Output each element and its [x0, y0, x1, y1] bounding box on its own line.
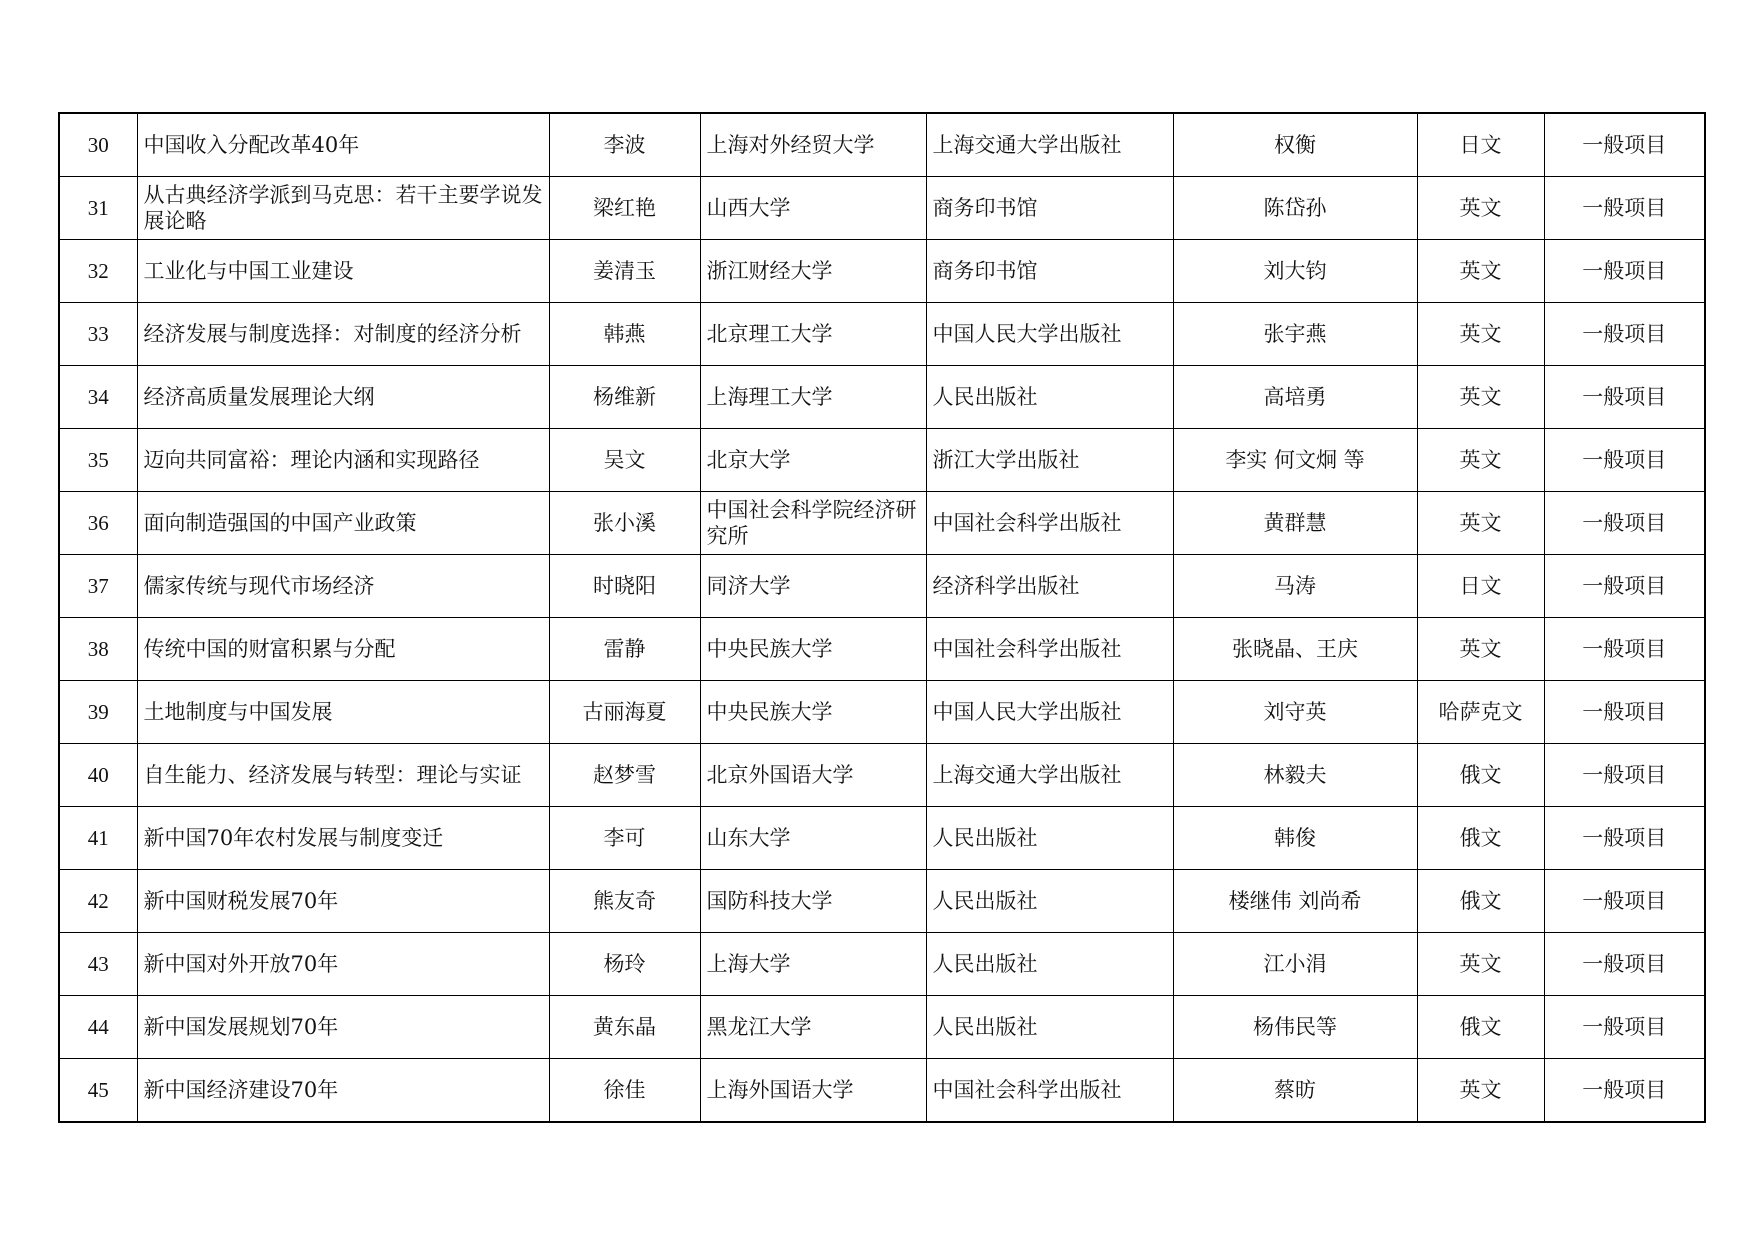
project-category-cell: 一般项目	[1544, 366, 1705, 429]
original-author-cell: 张宇燕	[1173, 303, 1417, 366]
original-author-cell: 李实 何文炯 等	[1173, 429, 1417, 492]
original-author-cell: 江小涓	[1173, 933, 1417, 996]
applicant-cell: 时晓阳	[549, 555, 700, 618]
target-language-cell: 俄文	[1417, 870, 1544, 933]
project-category-cell: 一般项目	[1544, 744, 1705, 807]
institution-cell: 同济大学	[700, 555, 926, 618]
publisher-cell: 人民出版社	[926, 996, 1173, 1059]
table-row	[59, 555, 1705, 618]
table-row	[59, 870, 1705, 933]
book-title-cell: 从古典经济学派到马克思：若干主要学说发展论略	[137, 177, 549, 240]
row-number-cell: 44	[59, 996, 137, 1059]
book-title-cell: 迈向共同富裕：理论内涵和实现路径	[137, 429, 549, 492]
original-author-cell: 蔡昉	[1173, 1059, 1417, 1123]
original-author-cell: 高培勇	[1173, 366, 1417, 429]
row-number-cell: 40	[59, 744, 137, 807]
institution-cell: 上海外国语大学	[700, 1059, 926, 1123]
row-number-cell: 42	[59, 870, 137, 933]
original-author-cell: 楼继伟 刘尚希	[1173, 870, 1417, 933]
row-number-cell: 34	[59, 366, 137, 429]
table-row	[59, 303, 1705, 366]
original-author-cell: 林毅夫	[1173, 744, 1417, 807]
target-language-cell: 英文	[1417, 492, 1544, 555]
institution-cell: 北京外国语大学	[700, 744, 926, 807]
row-number-cell: 35	[59, 429, 137, 492]
table-row	[59, 1059, 1705, 1123]
original-author-cell: 陈岱孙	[1173, 177, 1417, 240]
table-row	[59, 681, 1705, 744]
institution-cell: 中国社会科学院经济研究所	[700, 492, 926, 555]
row-number-cell: 33	[59, 303, 137, 366]
institution-cell: 北京大学	[700, 429, 926, 492]
project-category-cell: 一般项目	[1544, 870, 1705, 933]
table-row	[59, 366, 1705, 429]
applicant-cell: 李可	[549, 807, 700, 870]
original-author-cell: 张晓晶、王庆	[1173, 618, 1417, 681]
project-category-cell: 一般项目	[1544, 933, 1705, 996]
original-author-cell: 刘守英	[1173, 681, 1417, 744]
applicant-cell: 吴文	[549, 429, 700, 492]
table-row	[59, 996, 1705, 1059]
table-row	[59, 807, 1705, 870]
book-title-cell: 中国收入分配改革40年	[137, 113, 549, 177]
project-category-cell: 一般项目	[1544, 492, 1705, 555]
book-title-cell: 新中国发展规划70年	[137, 996, 549, 1059]
publisher-cell: 人民出版社	[926, 807, 1173, 870]
applicant-cell: 张小溪	[549, 492, 700, 555]
applicant-cell: 李波	[549, 113, 700, 177]
institution-cell: 上海理工大学	[700, 366, 926, 429]
book-title-cell: 新中国经济建设70年	[137, 1059, 549, 1123]
row-number-cell: 39	[59, 681, 137, 744]
row-number-cell: 41	[59, 807, 137, 870]
table-row	[59, 177, 1705, 240]
publisher-cell: 浙江大学出版社	[926, 429, 1173, 492]
target-language-cell: 俄文	[1417, 744, 1544, 807]
project-category-cell: 一般项目	[1544, 113, 1705, 177]
publisher-cell: 中国社会科学出版社	[926, 618, 1173, 681]
target-language-cell: 英文	[1417, 303, 1544, 366]
target-language-cell: 英文	[1417, 1059, 1544, 1123]
applicant-cell: 徐佳	[549, 1059, 700, 1123]
institution-cell: 中央民族大学	[700, 681, 926, 744]
book-title-cell: 新中国对外开放70年	[137, 933, 549, 996]
book-title-cell: 经济高质量发展理论大纲	[137, 366, 549, 429]
publisher-cell: 人民出版社	[926, 933, 1173, 996]
target-language-cell: 俄文	[1417, 807, 1544, 870]
publisher-cell: 商务印书馆	[926, 240, 1173, 303]
project-category-cell: 一般项目	[1544, 177, 1705, 240]
row-number-cell: 43	[59, 933, 137, 996]
book-title-cell: 面向制造强国的中国产业政策	[137, 492, 549, 555]
project-category-cell: 一般项目	[1544, 555, 1705, 618]
project-category-cell: 一般项目	[1544, 618, 1705, 681]
row-number-cell: 30	[59, 113, 137, 177]
project-category-cell: 一般项目	[1544, 681, 1705, 744]
book-title-cell: 工业化与中国工业建设	[137, 240, 549, 303]
original-author-cell: 杨伟民等	[1173, 996, 1417, 1059]
table-body	[59, 113, 1705, 1122]
table-row	[59, 744, 1705, 807]
publisher-cell: 上海交通大学出版社	[926, 113, 1173, 177]
book-title-cell: 传统中国的财富积累与分配	[137, 618, 549, 681]
book-title-cell: 新中国70年农村发展与制度变迁	[137, 807, 549, 870]
table-row	[59, 113, 1705, 177]
applicant-cell: 姜清玉	[549, 240, 700, 303]
original-author-cell: 刘大钧	[1173, 240, 1417, 303]
applicant-cell: 熊友奇	[549, 870, 700, 933]
applicant-cell: 古丽海夏	[549, 681, 700, 744]
book-title-cell: 土地制度与中国发展	[137, 681, 549, 744]
publisher-cell: 商务印书馆	[926, 177, 1173, 240]
project-table	[58, 112, 1706, 1123]
project-category-cell: 一般项目	[1544, 303, 1705, 366]
publisher-cell: 人民出版社	[926, 870, 1173, 933]
institution-cell: 上海对外经贸大学	[700, 113, 926, 177]
book-title-cell: 经济发展与制度选择：对制度的经济分析	[137, 303, 549, 366]
institution-cell: 中央民族大学	[700, 618, 926, 681]
publisher-cell: 经济科学出版社	[926, 555, 1173, 618]
publisher-cell: 人民出版社	[926, 366, 1173, 429]
institution-cell: 山西大学	[700, 177, 926, 240]
target-language-cell: 英文	[1417, 177, 1544, 240]
applicant-cell: 韩燕	[549, 303, 700, 366]
table-row	[59, 429, 1705, 492]
publisher-cell: 中国社会科学出版社	[926, 1059, 1173, 1123]
target-language-cell: 英文	[1417, 240, 1544, 303]
book-title-cell: 自生能力、经济发展与转型：理论与实证	[137, 744, 549, 807]
target-language-cell: 日文	[1417, 113, 1544, 177]
table-row	[59, 618, 1705, 681]
applicant-cell: 杨玲	[549, 933, 700, 996]
institution-cell: 国防科技大学	[700, 870, 926, 933]
book-title-cell: 新中国财税发展70年	[137, 870, 549, 933]
institution-cell: 黑龙江大学	[700, 996, 926, 1059]
publisher-cell: 中国人民大学出版社	[926, 303, 1173, 366]
target-language-cell: 英文	[1417, 366, 1544, 429]
publisher-cell: 中国人民大学出版社	[926, 681, 1173, 744]
row-number-cell: 31	[59, 177, 137, 240]
original-author-cell: 黄群慧	[1173, 492, 1417, 555]
institution-cell: 山东大学	[700, 807, 926, 870]
row-number-cell: 38	[59, 618, 137, 681]
original-author-cell: 马涛	[1173, 555, 1417, 618]
target-language-cell: 哈萨克文	[1417, 681, 1544, 744]
project-category-cell: 一般项目	[1544, 429, 1705, 492]
institution-cell: 北京理工大学	[700, 303, 926, 366]
project-category-cell: 一般项目	[1544, 807, 1705, 870]
applicant-cell: 赵梦雪	[549, 744, 700, 807]
row-number-cell: 36	[59, 492, 137, 555]
table-row	[59, 933, 1705, 996]
book-title-cell: 儒家传统与现代市场经济	[137, 555, 549, 618]
institution-cell: 浙江财经大学	[700, 240, 926, 303]
applicant-cell: 雷静	[549, 618, 700, 681]
table-row	[59, 240, 1705, 303]
table-row	[59, 492, 1705, 555]
row-number-cell: 37	[59, 555, 137, 618]
applicant-cell: 黄东晶	[549, 996, 700, 1059]
project-category-cell: 一般项目	[1544, 1059, 1705, 1123]
publisher-cell: 中国社会科学出版社	[926, 492, 1173, 555]
original-author-cell: 韩俊	[1173, 807, 1417, 870]
target-language-cell: 日文	[1417, 555, 1544, 618]
target-language-cell: 英文	[1417, 618, 1544, 681]
project-category-cell: 一般项目	[1544, 240, 1705, 303]
row-number-cell: 45	[59, 1059, 137, 1123]
target-language-cell: 英文	[1417, 933, 1544, 996]
original-author-cell: 权衡	[1173, 113, 1417, 177]
publisher-cell: 上海交通大学出版社	[926, 744, 1173, 807]
institution-cell: 上海大学	[700, 933, 926, 996]
applicant-cell: 梁红艳	[549, 177, 700, 240]
target-language-cell: 俄文	[1417, 996, 1544, 1059]
project-category-cell: 一般项目	[1544, 996, 1705, 1059]
applicant-cell: 杨维新	[549, 366, 700, 429]
target-language-cell: 英文	[1417, 429, 1544, 492]
row-number-cell: 32	[59, 240, 137, 303]
